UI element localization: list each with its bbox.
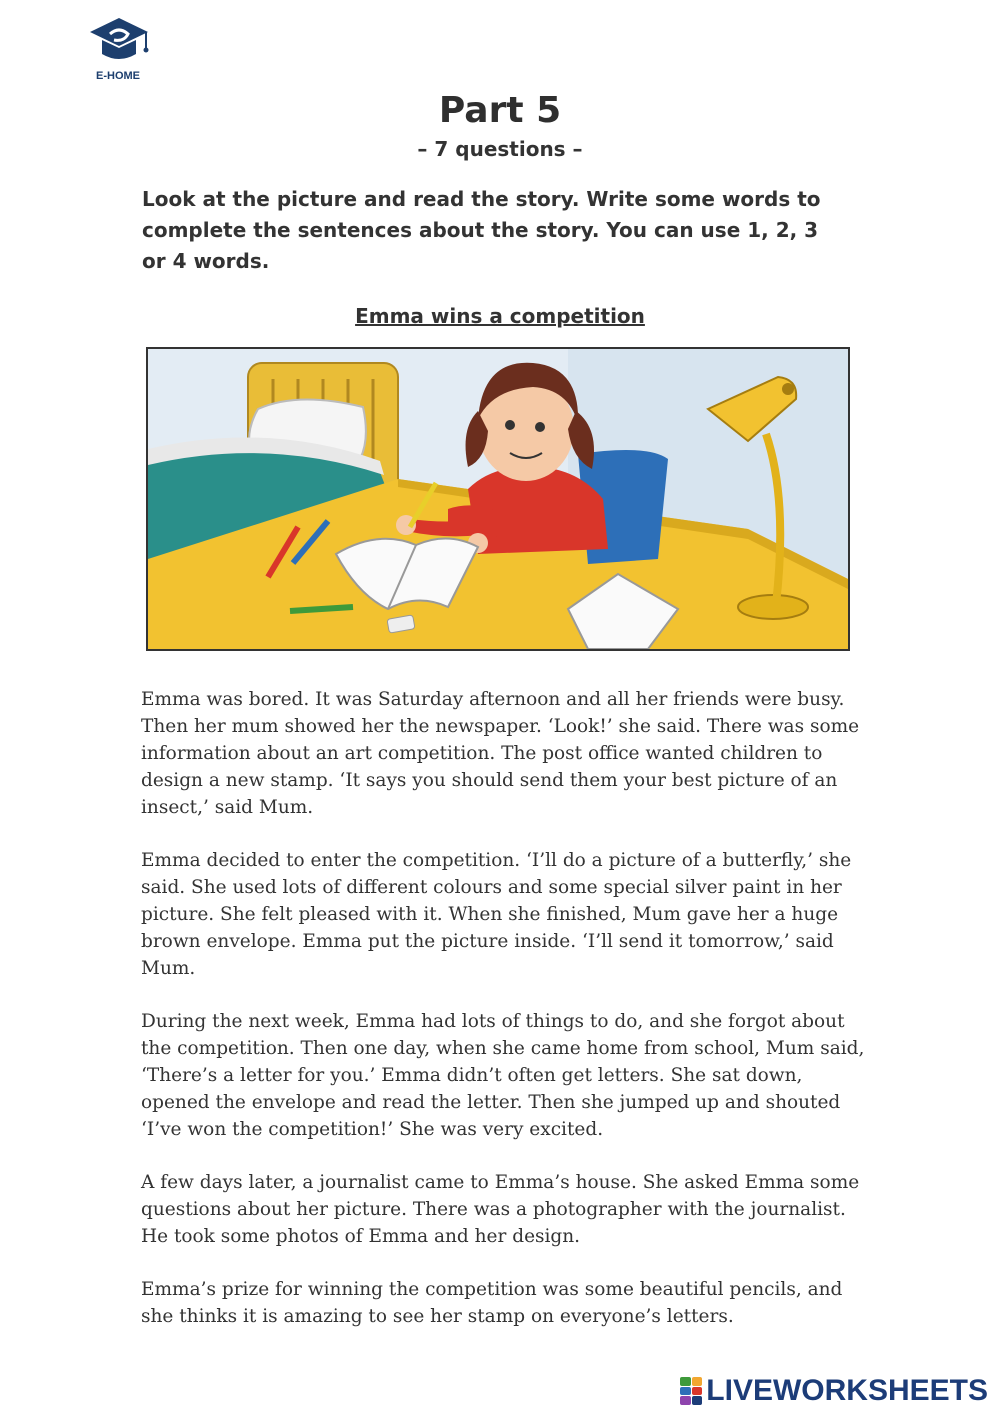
liveworksheets-wordmark: LIVEWORKSHEETS xyxy=(706,1374,988,1407)
ehome-logo xyxy=(84,14,154,94)
story-title: Emma wins a competition xyxy=(355,304,645,328)
page-title: Part 5 xyxy=(438,90,562,131)
liveworksheets-icon xyxy=(680,1377,702,1405)
story-paragraph-3: During the next week, Emma had lots of things to do, and she forgot about the competition. Then one day, when she came home from school, Mum said, ‘There’s a letter for you.’ Emma didn’t often get letters. She sat down, opened the envelope and read the letter. Then she jumped up and shouted ‘I’ve won the competition!’ She was very excited. xyxy=(141,1011,865,1140)
story-paragraph-5: Emma’s prize for winning the competition was some beautiful pencils, and she thinks it is amazing to see her stamp on everyone’s letters. xyxy=(141,1279,843,1327)
story-paragraph-4: A few days later, a journalist came to Emma’s house. She asked Emma some questions about her picture. There was a photographer with the journalist. He took some photos of Emma and her design. xyxy=(141,1172,860,1247)
logo-text: E-HOME xyxy=(96,70,140,82)
story-paragraph-2: Emma decided to enter the competition. ‘I’ll do a picture of a butterfly,’ she said. She used lots of different colours and some special silver paint in her picture. She felt pleased with it. When she finished, Mum gave her a huge brown envelope. Emma put the picture inside. ‘I’ll send it tomorrow,’ said Mum. xyxy=(141,850,852,979)
story-illustration xyxy=(146,347,850,651)
story-paragraph-1: Emma was bored. It was Saturday afternoon and all her friends were busy. Then her mum showed her the newspaper. ‘Look!’ she said. There was some information about an art competition. The post office wanted children to design a new stamp. ‘It says you should send them your best picture of an insect,’ said Mum. xyxy=(141,689,860,818)
liveworksheets-footer xyxy=(680,1374,988,1408)
page-subtitle: – 7 questions – xyxy=(417,137,583,161)
instructions: Look at the picture and read the story. Write some words to complete the sentences about the story. You can use 1, 2, 3 or 4 words. xyxy=(142,187,821,273)
